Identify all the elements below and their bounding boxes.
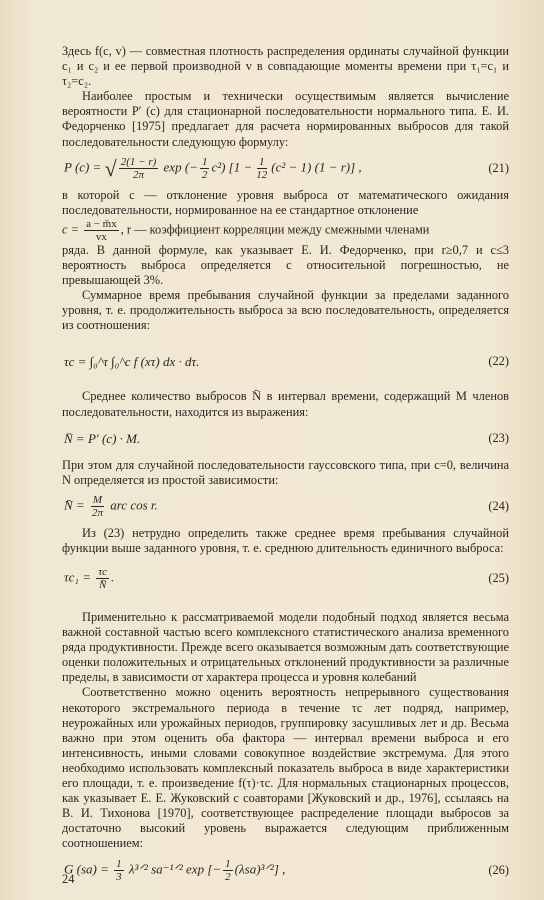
equation-24-formula <box>62 494 469 519</box>
eq21-half-num: 1 <box>201 156 208 169</box>
equation-24 <box>62 492 509 522</box>
eq25-right: . <box>111 569 115 585</box>
paragraph-9: Соответственно можно оценить вероятность непрерывного существования некоторого экстремального периода в течение τc лет подряд, например, неурожайных или урожайных периодов, группировку засушливых лет и др. Весьма важно при этом оценить оба фактора — интервал времени выброса и его интенсивность, иными словами совокупное воздействие экстремума. Для этого необходимо использовать комплексный показатель выброса в виде характеристики его площади, т. е. произведение f(τ)·τc. Для нормальных стационарных процессов, как указывает Е. Е. Жуковский с соавторами [Жуковский и др., 1976], ссылаясь на В. И. Тихонова [1970], соответствующее распределение площади выбросов за достаточно высокий уровень выражается следующим приближенным соотношением: <box>62 685 509 851</box>
equation-25 <box>62 564 509 594</box>
eq24-right: arc cos r. <box>110 497 158 513</box>
paragraph-4: Суммарное время пребывания случайной функции за пределами заданного уровня, т. е. продолжительность выброса за всю последовательность, определяется из соотношения: <box>62 288 509 333</box>
text-column <box>62 44 509 885</box>
eq21-exp: exp (− <box>163 159 198 175</box>
paragraph-1: Здесь f(c, v) — совместная плотность распределения ординаты случайной функции c₁ и c₂ и ее первой производной v в совпадающие моменты времени при τ₁=c₁ и τ₂=c₂. <box>62 44 509 89</box>
eq21-sqrt-num: 2(1 − r) <box>120 156 157 169</box>
paragraph-5: Среднее количество выбросов N̄ в интервал времени, содержащий M членов последовательности, находится из выражения: <box>62 389 509 419</box>
paragraph-3b-line <box>62 218 509 243</box>
eq21-tail: (c² − 1) (1 − r)] , <box>271 159 362 175</box>
eq25-frac <box>96 566 109 591</box>
equation-number-21: (21) <box>488 161 509 176</box>
eq21-half-frac <box>200 156 210 181</box>
eq21-twelve-num: 1 <box>259 156 265 169</box>
eq21-half-den: 2 <box>201 169 208 182</box>
eq26-left: G (sa) = <box>64 861 109 877</box>
eq24-left: N̄ = <box>64 497 85 513</box>
inline-c-den: vx <box>95 230 107 243</box>
eq25-num: τc <box>98 566 108 579</box>
paragraph-6: При этом для случайной последовательности гауссовского типа, при c=0, величина N определяется из простой зависимости: <box>62 457 509 487</box>
sqrt-icon: √ <box>104 156 117 182</box>
inline-c-frac <box>84 218 119 243</box>
paragraph-8: Применительно к рассматриваемой модели подобный подход является весьма важной составной частью всего комплексного статистического анализа временного ряда продуктивности. Прежде всего оказывается возможным дать соответствующие оценки положительных и отрицательных отклонений продуктивности за различные пределы, в зависимости от характера процесса и уровня колебаний <box>62 609 509 685</box>
eq21-twelve-frac <box>254 156 269 181</box>
paragraph-3c: ряда. В данной формуле, как указывает Е. И. Федорченко, при r≥0,7 и c≤3 вероятность выброса определяется с относительной погрешностью, не превышающей 3%. <box>62 242 509 288</box>
eq26-right: (λsa)³ᐟ²] , <box>234 861 286 877</box>
equation-23 <box>62 424 509 454</box>
equation-22 <box>62 341 509 381</box>
equation-22-formula: τc = ∫₀^τ ∫₀^c f (xτ) dx · dτ. <box>64 353 200 369</box>
eq21-left: P (c) = <box>64 159 102 175</box>
equation-25-formula <box>62 566 469 591</box>
eq21-sqrt-frac <box>119 156 159 181</box>
equation-number-23: (23) <box>488 431 509 446</box>
equation-21-formula <box>62 156 469 181</box>
eq25-den: N̄ <box>98 579 107 592</box>
equation-23-formula: N̄ = P′ (c) · M. <box>64 431 141 447</box>
equation-number-25: (25) <box>488 571 509 586</box>
eq26-frac-1 <box>114 858 124 883</box>
eq21-bracket: c²) [1 − <box>211 159 253 175</box>
eq26-num-2: 1 <box>225 857 231 870</box>
eq25-left: τc₁ = <box>64 569 91 585</box>
eq26-mid: λ³ᐟ² sa⁻¹ᐟ² exp [− <box>128 861 222 877</box>
equation-number-22: (22) <box>488 353 509 368</box>
paragraph-3b: , r — коэффициент корреляции между смежными членами <box>120 222 430 237</box>
inline-c-left: c = <box>62 222 79 237</box>
paragraph-2: Наиболее простым и технически осуществимым является вычисление вероятности P′ (c) для стационарной последовательности нормального типа. Е. И. Федорченко [1975] предлагает для расчета нормированных выбросов для такой последовательности следующую формулу: <box>62 89 509 149</box>
eq26-den-1: 3 <box>116 870 122 883</box>
inline-c-num: a − m̄x <box>86 217 117 230</box>
paragraph-3a: в которой c — отклонение уровня выброса от математического ожидания последовательности, нормированное на ее стандартное отклонение <box>62 187 509 217</box>
eq26-den-2: 2 <box>225 870 231 883</box>
equation-number-24: (24) <box>488 499 509 514</box>
paragraph-7: Из (23) нетрудно определить также среднее время пребывания случайной функции выше заданного уровня, т. е. среднюю длительность единичного выброса: <box>62 525 509 555</box>
eq26-num-1: 1 <box>116 857 122 870</box>
page-number: 24 <box>62 872 75 886</box>
equation-26 <box>62 855 509 885</box>
eq21-sqrt-den: 2π <box>133 169 145 182</box>
equation-21 <box>62 154 509 184</box>
equation-number-26: (26) <box>488 862 509 877</box>
eq24-frac <box>90 494 105 519</box>
eq21-twelve-den: 12 <box>256 169 268 182</box>
eq24-num: M <box>92 494 103 507</box>
eq24-den: 2π <box>91 507 103 520</box>
equation-26-formula <box>62 858 469 883</box>
eq26-frac-2 <box>223 858 233 883</box>
